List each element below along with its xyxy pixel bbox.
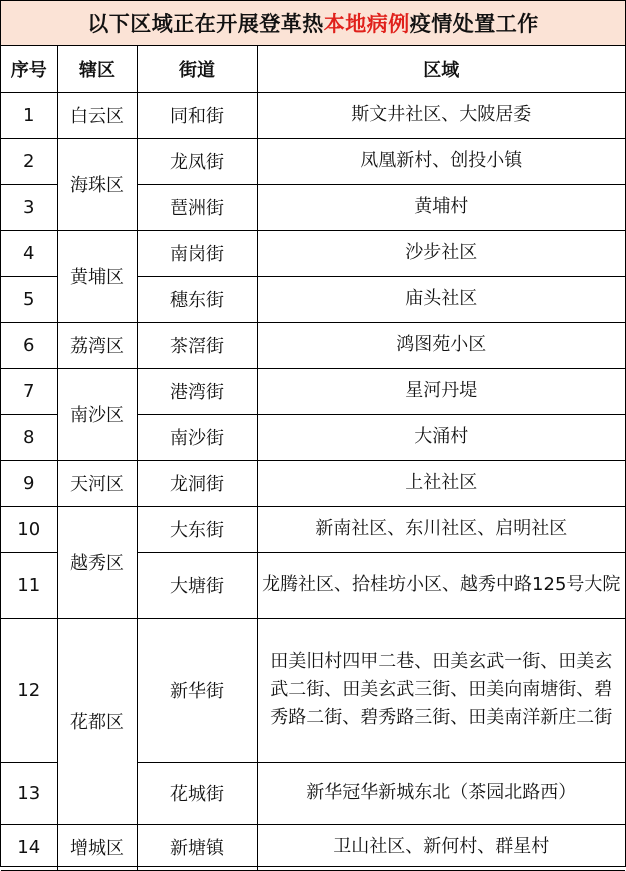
district-cell: 越秀区 (57, 506, 137, 618)
area-cell: 黄埔村 (257, 184, 625, 230)
table-row (1, 230, 625, 276)
row-number: 4 (1, 230, 57, 276)
title-highlight: 本地病例 (323, 12, 410, 36)
area-cell: 斯文井社区、大陂居委 (257, 92, 625, 138)
header-street: 街道 (137, 46, 257, 92)
table-row (1, 92, 625, 138)
district-cell: 天河区 (57, 460, 137, 506)
area-cell: 龙腾社区、拾桂坊小区、越秀中路125号大院 (257, 552, 625, 618)
street-cell: 大塘街 (137, 552, 257, 618)
table-row (1, 506, 625, 552)
area-cell: 大涌村 (257, 414, 625, 460)
area-cell: 卫山社区、新何村、群星村 (257, 824, 625, 870)
street-cell: 南沙街 (137, 414, 257, 460)
title-suffix: 疫情处置工作 (409, 12, 539, 36)
area-cell: 庙头社区 (257, 276, 625, 322)
street-cell: 同和街 (137, 92, 257, 138)
table-row (1, 618, 625, 762)
street-cell: 港湾街 (137, 368, 257, 414)
street-cell: 龙洞街 (137, 460, 257, 506)
street-cell: 花城街 (137, 762, 257, 824)
district-cell: 增城区 (57, 824, 137, 870)
district-cell: 白云区 (57, 92, 137, 138)
header-row (1, 46, 625, 92)
table-row (1, 460, 625, 506)
row-number: 6 (1, 322, 57, 368)
area-cell: 田美旧村四甲二巷、田美玄武一街、田美玄武二街、田美玄武三街、田美向南塘街、碧秀路二街、碧秀路三街、田美南洋新庄二街 (257, 618, 625, 762)
header-no: 序号 (1, 46, 57, 92)
district-cell: 黄埔区 (57, 230, 137, 322)
table-row (1, 322, 625, 368)
street-cell: 龙凤街 (137, 138, 257, 184)
district-cell: 花都区 (57, 618, 137, 824)
row-number: 9 (1, 460, 57, 506)
street-cell: 穗东街 (137, 276, 257, 322)
row-number: 12 (1, 618, 57, 762)
row-number: 11 (1, 552, 57, 618)
district-cell: 海珠区 (57, 138, 137, 230)
area-cell: 星河丹堤 (257, 368, 625, 414)
area-cell: 上社社区 (257, 460, 625, 506)
street-cell: 新塘镇 (137, 824, 257, 870)
street-cell: 琶洲街 (137, 184, 257, 230)
area-cell: 凤凰新村、创投小镇 (257, 138, 625, 184)
street-cell: 大东街 (137, 506, 257, 552)
row-number: 10 (1, 506, 57, 552)
header-district: 辖区 (57, 46, 137, 92)
row-number: 13 (1, 762, 57, 824)
area-cell: 鸿图苑小区 (257, 322, 625, 368)
district-cell: 荔湾区 (57, 322, 137, 368)
table-row (1, 138, 625, 184)
title-prefix: 以下区域正在开展登革热 (87, 12, 324, 36)
street-cell: 茶滘街 (137, 322, 257, 368)
street-cell: 新华街 (137, 618, 257, 762)
row-number: 2 (1, 138, 57, 184)
street-cell: 南岗街 (137, 230, 257, 276)
epidemic-area-table (1, 46, 625, 871)
row-number: 14 (1, 824, 57, 870)
area-cell: 新南社区、东川社区、启明社区 (257, 506, 625, 552)
area-cell: 沙步社区 (257, 230, 625, 276)
row-number: 1 (1, 92, 57, 138)
row-number: 3 (1, 184, 57, 230)
table-title (1, 1, 625, 46)
row-number: 5 (1, 276, 57, 322)
row-number: 7 (1, 368, 57, 414)
table-row (1, 824, 625, 870)
row-number: 8 (1, 414, 57, 460)
header-area: 区域 (257, 46, 625, 92)
district-cell: 南沙区 (57, 368, 137, 460)
area-cell: 新华冠华新城东北（茶园北路西） (257, 762, 625, 824)
table-row (1, 368, 625, 414)
